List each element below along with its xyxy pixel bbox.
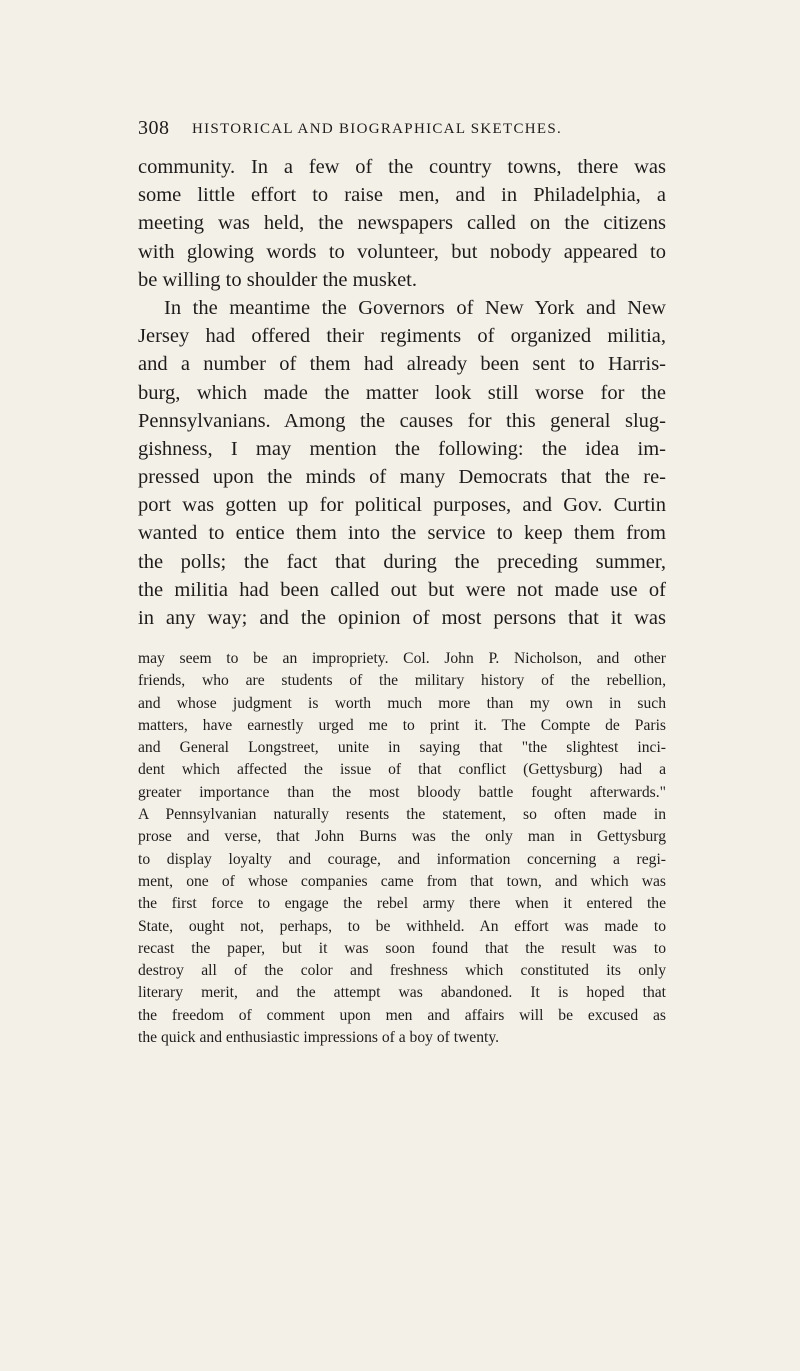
page-header [138, 116, 668, 140]
body-line: the polls; the fact that during the preceding summer, [138, 550, 666, 573]
body-line: the militia had been called out but were not made use of [138, 578, 666, 601]
footnote-line: friends, who are students of the military history of the rebellion, [138, 672, 666, 690]
footnote-line: ment, one of whose companies came from that town, and which was [138, 872, 666, 890]
footnote-line: may seem to be an impropriety. Col. John P. Nicholson, and other [138, 650, 666, 667]
body-line: In the meantime the Governors of New York and New [164, 296, 666, 319]
body-line: pressed upon the minds of many Democrats that the re- [138, 466, 666, 489]
footnote-line: the freedom of comment upon men and affairs will be excused as [138, 1006, 666, 1024]
body-line: with glowing words to volunteer, but nobody appeared to [138, 240, 666, 263]
footnote-line: the first force to engage the rebel army there when it entered the [138, 895, 666, 913]
body-line: some little effort to raise men, and in Philadelphia, a [138, 184, 666, 207]
footnote-line: dent which affected the issue of that conflict (Gettysburg) had a [138, 761, 666, 779]
page-number: 308 [138, 117, 170, 139]
body-line: in any way; and the opinion of most persons that it was [138, 607, 666, 629]
footnote-line: destroy all of the color and freshness which constituted its only [138, 962, 666, 980]
footnote-line: prose and verse, that John Burns was the only man in Gettysburg [138, 828, 666, 846]
footnote-line: literary merit, and the attempt was abandoned. It is hoped that [138, 984, 666, 1002]
footnote-line: recast the paper, but it was soon found that the result was to [138, 939, 666, 957]
body-line: port was gotten up for political purposes, and Gov. Curtin [138, 494, 666, 517]
footnote-line: State, ought not, perhaps, to be withheld. An effort was made to [138, 917, 666, 935]
footnote-line: and General Longstreet, unite in saying that "the slightest inci- [138, 739, 666, 757]
footnote-line: matters, have earnestly urged me to print it. The Compte de Paris [138, 716, 666, 734]
body-line: wanted to entice them into the service to keep them from [138, 522, 666, 545]
footnote-line: and whose judgment is worth much more than my own in such [138, 694, 666, 712]
body-line: meeting was held, the newspapers called on the citizens [138, 212, 666, 235]
running-head: HISTORICAL AND BIOGRAPHICAL SKETCHES. [192, 121, 563, 137]
body-line: community. In a few of the country towns, there was [138, 156, 666, 178]
body-line: gishness, I may mention the following: the idea im- [138, 437, 666, 460]
body-line: burg, which made the matter look still worse for the [138, 381, 666, 404]
footnote-line: the quick and enthusiastic impressions of a boy of twenty. [138, 1029, 500, 1047]
footnote-line: greater importance than the most bloody battle fought afterwards." [138, 783, 666, 801]
footnote-line: to display loyalty and courage, and information concerning a regi- [138, 850, 666, 868]
footnote-line: A Pennsylvanian naturally resents the statement, so often made in [138, 806, 666, 824]
body-line: be willing to shoulder the musket. [138, 268, 417, 291]
footnote [138, 648, 666, 1049]
body-line: Pennsylvanians. Among the causes for this general slug- [138, 409, 666, 432]
body-text [138, 153, 666, 632]
body-line: Jersey had offered their regiments of organized militia, [138, 325, 666, 348]
body-line: and a number of them had already been sent to Harris- [138, 353, 666, 376]
